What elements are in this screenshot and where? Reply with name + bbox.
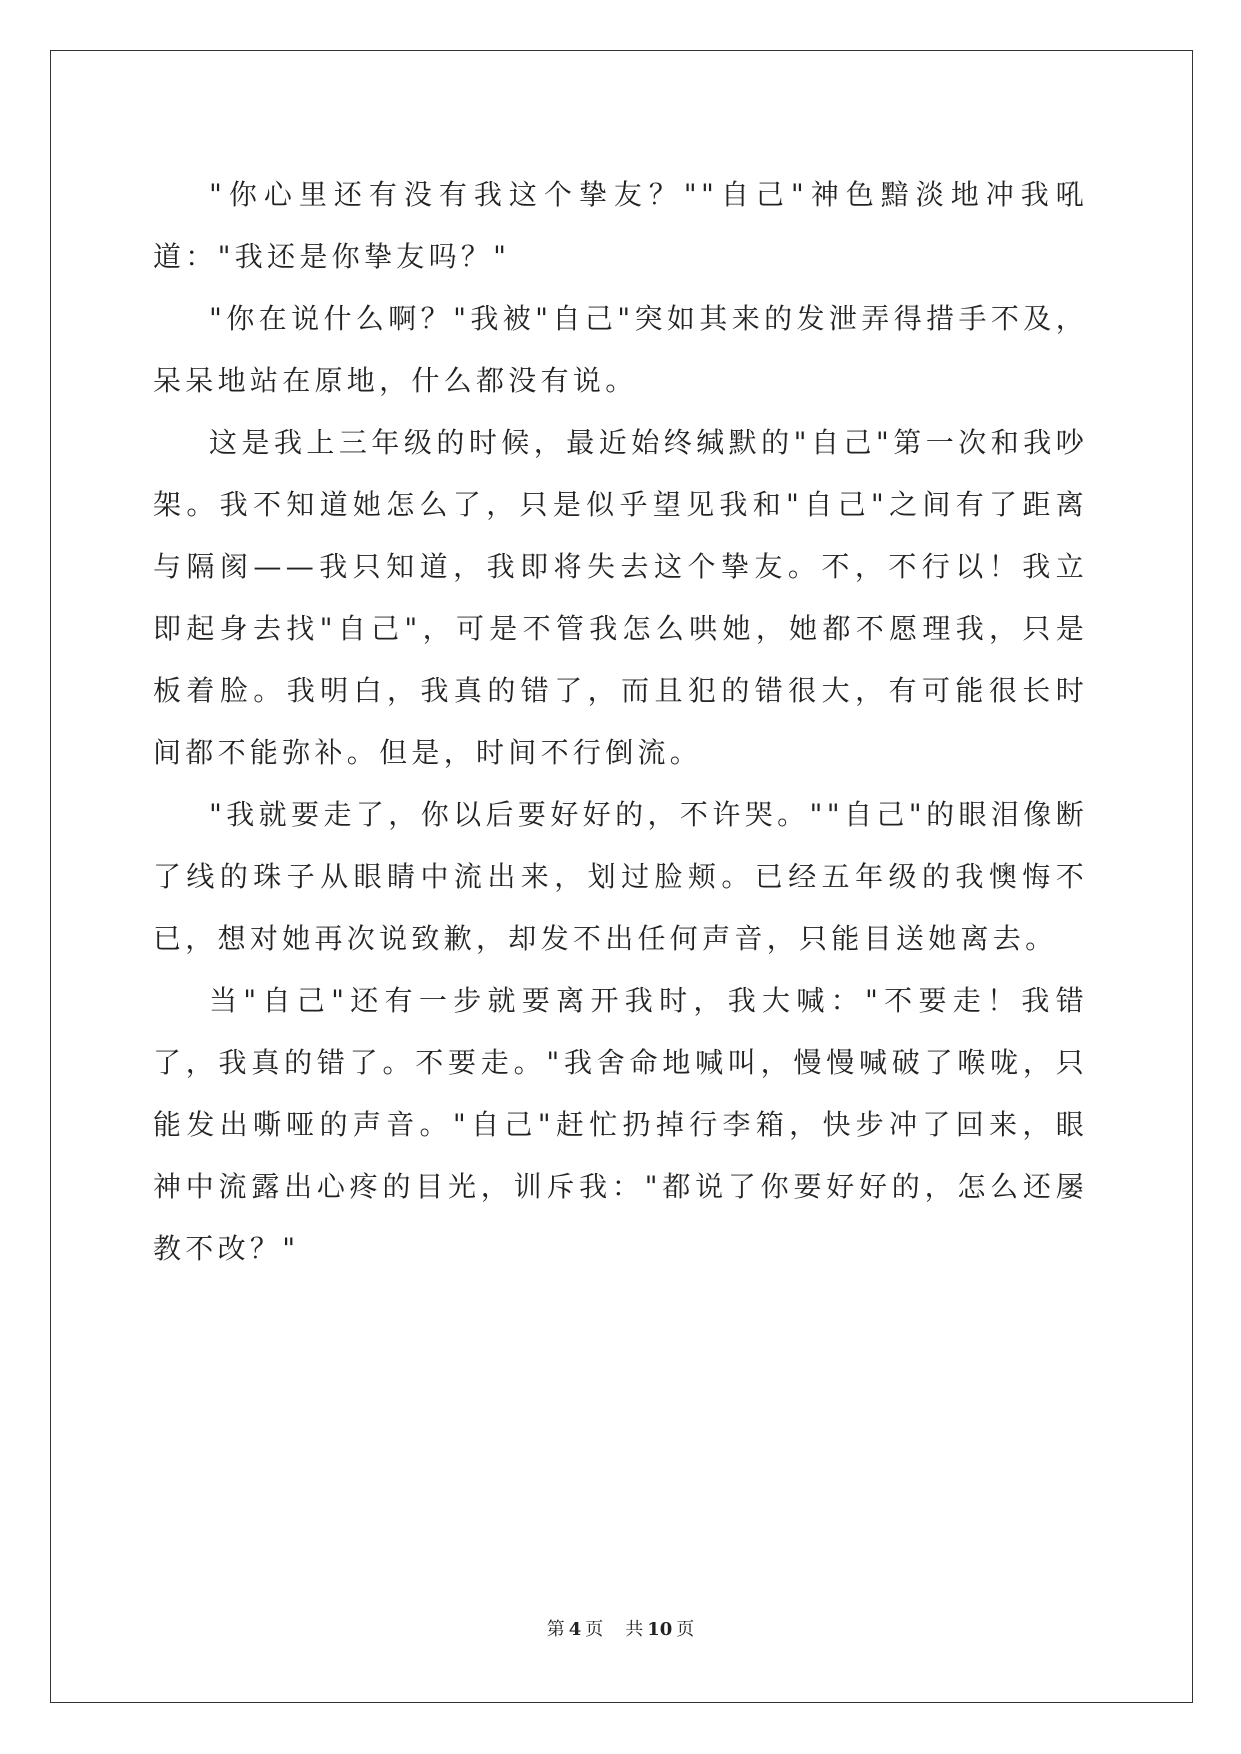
total-prefix: 共 — [625, 1619, 644, 1640]
total-suffix: 页 — [676, 1619, 695, 1640]
paragraph-1: "你心里还有没有我这个挚友？""自己"神色黯淡地冲我吼道："我还是你挚友吗？" — [153, 178, 1088, 273]
document-body — [153, 164, 1088, 1280]
page-number: 4 — [568, 1619, 582, 1640]
page-footer — [0, 1615, 1241, 1641]
paragraph-4: "我就要走了，你以后要好好的，不许哭。""自己"的眼泪像断了线的珠子从眼睛中流出来，划过脸颊。已经五年级的我懊悔不已，想对她再次说致歉，却发不出任何声音，只能目送她离去。 — [153, 798, 1088, 955]
total-pages: 10 — [647, 1619, 673, 1640]
page-prefix: 第 — [546, 1619, 565, 1640]
page-suffix: 页 — [585, 1619, 604, 1640]
paragraph-5: 当"自己"还有一步就要离开我时，我大喊："不要走！我错了，我真的错了。不要走。"我舍命地喊叫，慢慢喊破了喉咙，只能发出嘶哑的声音。"自己"赶忙扔掉行李箱，快步冲了回来，眼神中流露出心疼的目光，训斥我："都说了你要好好的，怎么还屡教不改？" — [153, 984, 1088, 1265]
paragraph-3: 这是我上三年级的时候，最近始终缄默的"自己"第一次和我吵架。我不知道她怎么了，只是似乎望见我和"自己"之间有了距离与隔阂——我只知道，我即将失去这个挚友。不，不行以！我立即起身去找"自己"，可是不管我怎么哄她，她都不愿理我，只是板着脸。我明白，我真的错了，而且犯的错很大，有可能很长时间都不能弥补。但是，时间不行倒流。 — [153, 426, 1088, 769]
paragraph-2: "你在说什么啊？"我被"自己"突如其来的发泄弄得措手不及，呆呆地站在原地，什么都没有说。 — [153, 302, 1088, 397]
